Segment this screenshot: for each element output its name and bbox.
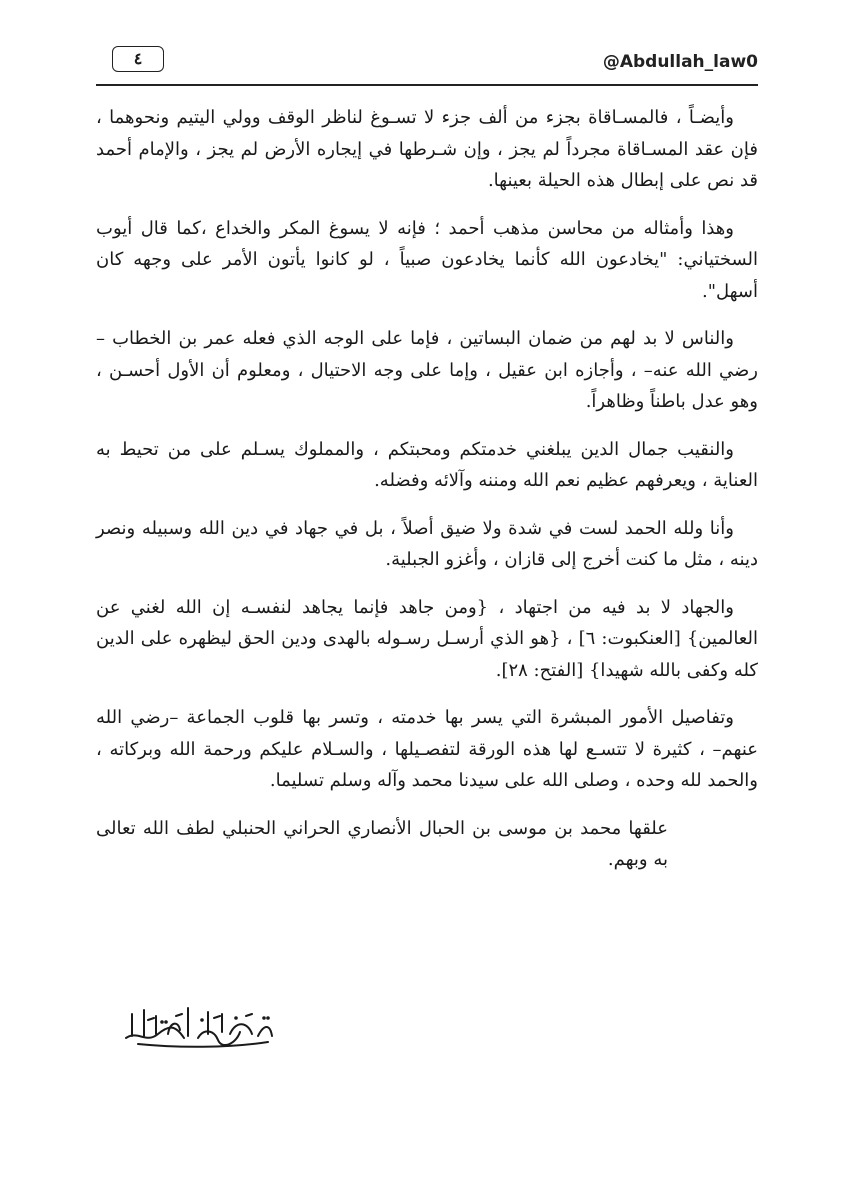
document-body bbox=[96, 102, 758, 892]
closing-line: علقها محمد بن موسى بن الحبال الأنصاري الحراني الحنبلي لطف الله تعالى به وبهم. bbox=[96, 817, 668, 870]
paragraph-1: وأيضـاً ، فالمسـاقاة بجزء من ألف جزء لا تسـوغ لناظر الوقف وولي اليتيم ونحوهما ، فإن عقد المسـاقاة مجرداً لم يجز ، وإن شـرطها في إيجاره الأرض لم يجز ، والإمام أحمد قد نص على إبطال هذه الحيلة بعينها. bbox=[96, 107, 758, 191]
paragraph-7: وتفاصيل الأمور المبشرة التي يسر بها خدمته ، وتسر بها قلوب الجماعة –رضي الله عنهم– ، كثيرة لا تتسـع لها هذه الورقة لتفصـيلها ، والسـلام عليكم ورحمة الله وبركاته ، والحمد لله وحده ، وصلى الله على سيدنا محمد وآله وسلم تسليما. bbox=[96, 707, 758, 791]
calligraphy-signature bbox=[118, 1000, 278, 1050]
page-number-box: ٤ bbox=[112, 46, 164, 72]
signature-drawing bbox=[118, 1000, 278, 1050]
paragraph-5: وأنا ولله الحمد لست في شدة ولا ضيق أصلاً ، بل في جهاد في دين الله وسبيله ونصر دينه ، مثل ما كنت أخرج إلى قازان ، وأغزو الجبلية. bbox=[96, 517, 758, 570]
header-rule bbox=[96, 84, 758, 86]
paragraph-6: والجهاد لا بد فيه من اجتهاد ، {ومن جاهد فإنما يجاهد لنفسـه إن الله لغني عن العالمين} [العنكبوت: ٦] ، {هو الذي أرسـل رسـوله بالهدى ودين الحق ليظهره على الدين كله وكفى بالله شهيدا} [الفتح: ٢٨]. bbox=[96, 596, 758, 681]
paragraph-2: وهذا وأمثاله من محاسن مذهب أحمد ؛ فإنه لا يسوغ المكر والخداع ،كما قال أيوب السختياني: "يخادعون الله كأنما يخادعون صبياً ، لو كانوا يأتون الأمر على وجهه كان أسهل". bbox=[96, 217, 758, 302]
paragraph-4: والنقيب جمال الدين يبلغني خدمتكم ومحبتكم ، والمملوك يسـلم على من تحيط به العناية ، ويعرفهم عظيم نعم الله ومننه وآلائه وفضله. bbox=[96, 438, 758, 491]
paragraph-3: والناس لا بد لهم من ضمان البساتين ، فإما على الوجه الذي فعله عمر بن الخطاب –رضي الله عنه– ، وأجازه ابن عقيل ، وإما على وجه الاحتيال ، ومعلوم أن الأول أحسـن ، وهو عدل باطناً وظاهراً. bbox=[96, 328, 758, 412]
page-header bbox=[96, 44, 758, 78]
author-handle: @Abdullah_law0 bbox=[602, 52, 758, 72]
